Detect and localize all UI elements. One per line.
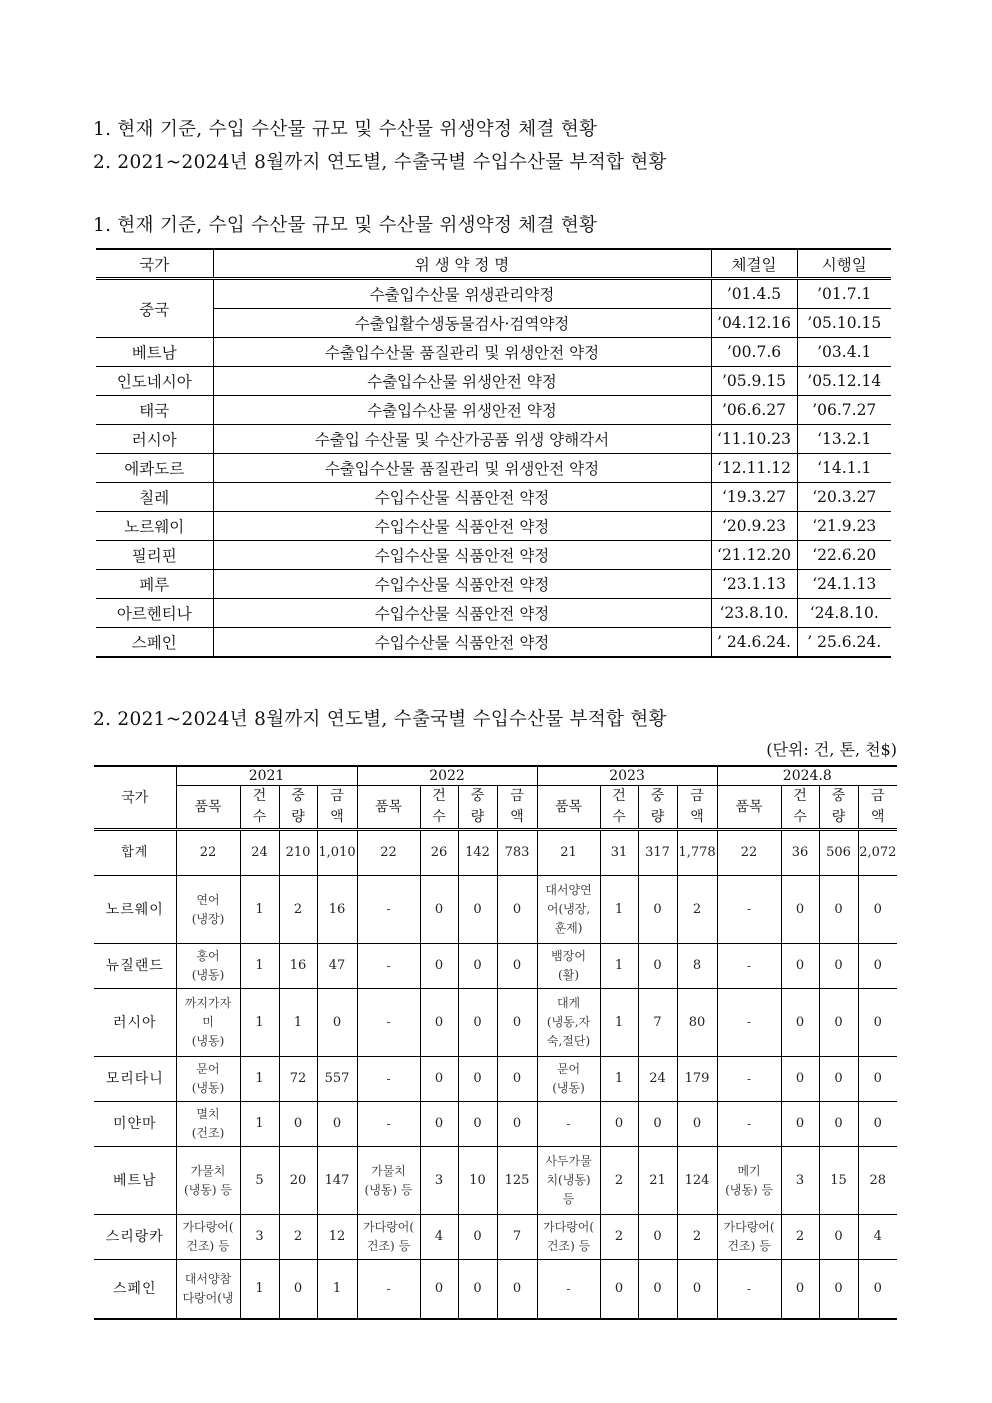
amount-cell: 8 <box>677 944 717 989</box>
signed-date-cell: ‘20.9.23 <box>711 512 797 541</box>
cases-cell: 1 <box>240 944 279 989</box>
agreement-name-header: 위 생 약 정 명 <box>213 249 711 279</box>
cases-cell: 1 <box>240 1260 279 1320</box>
country-cell: 인도네시아 <box>96 367 213 396</box>
cases-cell: 3 <box>240 1215 279 1260</box>
country-cell: 태국 <box>96 396 213 425</box>
item-cell: - <box>357 876 420 944</box>
item-cell: - <box>357 1057 420 1102</box>
country-cell: 뉴질랜드 <box>94 944 176 989</box>
amount-cell: 0 <box>858 989 897 1057</box>
effective-date-header: 시행일 <box>797 249 891 279</box>
cases-cell: 1 <box>600 989 638 1057</box>
amount-cell: 0 <box>497 1260 537 1320</box>
cases-cell: 0 <box>420 876 458 944</box>
amount-cell: 7 <box>497 1215 537 1260</box>
weight-cell: 0 <box>638 1102 677 1147</box>
agreement-name-cell: 수입수산물 식품안전 약정 <box>213 541 711 570</box>
cases-cell: 4 <box>420 1215 458 1260</box>
item-cell: 22 <box>717 830 781 876</box>
weight-cell: 0 <box>638 876 677 944</box>
country-cell: 필리핀 <box>96 541 213 570</box>
country-cell: 미얀마 <box>94 1102 176 1147</box>
amount-cell: 557 <box>317 1057 357 1102</box>
weight-cell: 24 <box>638 1057 677 1102</box>
effective-date-cell: ‘21.9.23 <box>797 512 891 541</box>
item-cell: - <box>357 989 420 1057</box>
item-cell: 멸치 (건조) <box>176 1102 240 1147</box>
cases-cell: 0 <box>420 1102 458 1147</box>
country-row <box>94 1215 897 1260</box>
country-cell: 베트남 <box>96 338 213 367</box>
item-cell: - <box>537 1102 600 1147</box>
total-row <box>94 830 897 876</box>
item-cell: - <box>357 1260 420 1320</box>
cases-cell: 1 <box>240 876 279 944</box>
item-cell: 사두가물 치(냉동) 등 <box>537 1147 600 1215</box>
item-cell: 홍어 (냉동) <box>176 944 240 989</box>
country-cell: 합계 <box>94 830 176 876</box>
cases-cell: 2 <box>781 1215 819 1260</box>
country-cell: 스페인 <box>94 1260 176 1320</box>
cases-cell: 0 <box>781 989 819 1057</box>
weight-cell: 2 <box>279 1215 317 1260</box>
weight-header: 중 량 <box>819 786 858 830</box>
cases-cell: 1 <box>600 1057 638 1102</box>
agreement-row <box>96 628 891 658</box>
year-header: 2023 <box>537 766 717 786</box>
country-cell: 러시아 <box>96 425 213 454</box>
cases-cell: 1 <box>240 1057 279 1102</box>
signed-date-cell: ’ 24.6.24. <box>711 628 797 658</box>
amount-cell: 2 <box>677 876 717 944</box>
weight-cell: 0 <box>458 989 497 1057</box>
country-row <box>94 989 897 1057</box>
country-cell: 중국 <box>96 279 213 338</box>
country-header: 국가 <box>96 249 213 279</box>
amount-cell: 28 <box>858 1147 897 1215</box>
weight-cell: 0 <box>638 1215 677 1260</box>
weight-cell: 0 <box>458 1215 497 1260</box>
agreement-name-cell: 수출입수산물 품질관리 및 위생안전 약정 <box>213 454 711 483</box>
cases-cell: 1 <box>600 876 638 944</box>
amount-cell: 0 <box>497 944 537 989</box>
cases-cell: 0 <box>781 1057 819 1102</box>
item-cell: 연어 (냉장) <box>176 876 240 944</box>
agreement-name-cell: 수출입수산물 위생안전 약정 <box>213 367 711 396</box>
signed-date-cell: ’06.6.27 <box>711 396 797 425</box>
signed-date-cell: ’05.9.15 <box>711 367 797 396</box>
agreement-row <box>96 541 891 570</box>
weight-cell: 0 <box>819 989 858 1057</box>
item-cell: 가다랑어( 건조) 등 <box>357 1215 420 1260</box>
weight-cell: 15 <box>819 1147 858 1215</box>
amount-cell: 783 <box>497 830 537 876</box>
agreement-row <box>96 570 891 599</box>
cases-cell: 36 <box>781 830 819 876</box>
amount-cell: 0 <box>677 1102 717 1147</box>
agreement-row <box>96 425 891 454</box>
item-cell: 대서양연 어(냉장, 훈제) <box>537 876 600 944</box>
cases-cell: 2 <box>600 1147 638 1215</box>
weight-cell: 0 <box>458 876 497 944</box>
signed-date-header: 체결일 <box>711 249 797 279</box>
agreement-name-cell: 수입수산물 식품안전 약정 <box>213 512 711 541</box>
agreement-row <box>96 454 891 483</box>
nonconformity-table <box>94 765 897 1320</box>
cases-cell: 0 <box>781 944 819 989</box>
amount-cell: 0 <box>497 989 537 1057</box>
agreement-row <box>96 279 891 309</box>
amount-cell: 0 <box>858 876 897 944</box>
weight-cell: 0 <box>819 1215 858 1260</box>
amount-cell: 80 <box>677 989 717 1057</box>
signed-date-cell: ‘19.3.27 <box>711 483 797 512</box>
effective-date-cell: ’01.7.1 <box>797 279 891 309</box>
agreement-row <box>96 512 891 541</box>
agreement-name-cell: 수출입 수산물 및 수산가공품 위생 양해각서 <box>213 425 711 454</box>
signed-date-cell: ’04.12.16 <box>711 309 797 338</box>
agreement-name-cell: 수입수산물 식품안전 약정 <box>213 599 711 628</box>
item-header: 품목 <box>357 786 420 830</box>
country-cell: 스리랑카 <box>94 1215 176 1260</box>
weight-cell: 0 <box>819 944 858 989</box>
amount-cell: 2,072 <box>858 830 897 876</box>
item-cell: - <box>357 944 420 989</box>
signed-date-cell: ‘23.1.13 <box>711 570 797 599</box>
amount-cell: 1,778 <box>677 830 717 876</box>
item-header: 품목 <box>537 786 600 830</box>
agreements-table <box>96 248 891 658</box>
cases-cell: 5 <box>240 1147 279 1215</box>
weight-cell: 7 <box>638 989 677 1057</box>
item-cell: 문어 (냉동) <box>537 1057 600 1102</box>
agreement-name-cell: 수출입수산물 위생관리약정 <box>213 279 711 309</box>
summary-heading-2: 2. 2021~2024년 8월까지 연도별, 수출국별 수입수산물 부적합 현황 <box>93 152 667 173</box>
amount-cell: 0 <box>858 1102 897 1147</box>
weight-cell: 0 <box>458 1102 497 1147</box>
item-cell: 가물치 (냉동) 등 <box>357 1147 420 1215</box>
cases-header: 건 수 <box>240 786 279 830</box>
item-cell: 가다랑어( 건조) 등 <box>176 1215 240 1260</box>
effective-date-cell: ’ 25.6.24. <box>797 628 891 658</box>
amount-cell: 0 <box>317 1102 357 1147</box>
weight-cell: 210 <box>279 830 317 876</box>
amount-cell: 0 <box>858 1057 897 1102</box>
amount-cell: 147 <box>317 1147 357 1215</box>
country-cell: 노르웨이 <box>94 876 176 944</box>
item-header: 품목 <box>717 786 781 830</box>
weight-cell: 0 <box>819 1102 858 1147</box>
cases-header: 건 수 <box>600 786 638 830</box>
amount-cell: 0 <box>497 1102 537 1147</box>
country-row <box>94 1102 897 1147</box>
effective-date-cell: ‘22.6.20 <box>797 541 891 570</box>
agreement-row <box>96 338 891 367</box>
cases-cell: 26 <box>420 830 458 876</box>
item-header: 품목 <box>176 786 240 830</box>
cases-cell: 1 <box>600 944 638 989</box>
agreement-name-cell: 수출입활수생동물검사·검역약정 <box>213 309 711 338</box>
cases-cell: 0 <box>420 1260 458 1320</box>
section-heading-nonconformity: 2. 2021~2024년 8월까지 연도별, 수출국별 수입수산물 부적합 현황 <box>93 709 667 730</box>
weight-cell: 0 <box>458 1057 497 1102</box>
effective-date-cell: ’05.10.15 <box>797 309 891 338</box>
weight-cell: 0 <box>819 876 858 944</box>
weight-cell: 142 <box>458 830 497 876</box>
item-cell: 가다랑어( 건조) 등 <box>537 1215 600 1260</box>
agreement-name-cell: 수출입수산물 품질관리 및 위생안전 약정 <box>213 338 711 367</box>
signed-date-cell: ’00.7.6 <box>711 338 797 367</box>
agreements-header-row <box>96 249 891 279</box>
amount-cell: 12 <box>317 1215 357 1260</box>
agreement-row <box>96 599 891 628</box>
amount-cell: 0 <box>858 1260 897 1320</box>
weight-cell: 0 <box>279 1102 317 1147</box>
country-cell: 페루 <box>96 570 213 599</box>
amount-cell: 125 <box>497 1147 537 1215</box>
cases-header: 건 수 <box>420 786 458 830</box>
amount-cell: 0 <box>317 989 357 1057</box>
country-cell: 스페인 <box>96 628 213 658</box>
weight-cell: 21 <box>638 1147 677 1215</box>
cases-cell: 0 <box>420 1057 458 1102</box>
weight-cell: 506 <box>819 830 858 876</box>
agreement-name-cell: 수출입수산물 위생안전 약정 <box>213 396 711 425</box>
weight-cell: 0 <box>458 1260 497 1320</box>
country-row <box>94 876 897 944</box>
signed-date-cell: ’01.4.5 <box>711 279 797 309</box>
amount-header: 금 액 <box>858 786 897 830</box>
amount-cell: 1,010 <box>317 830 357 876</box>
weight-cell: 0 <box>279 1260 317 1320</box>
country-cell: 에콰도르 <box>96 454 213 483</box>
amount-cell: 4 <box>858 1215 897 1260</box>
country-cell: 칠레 <box>96 483 213 512</box>
agreement-name-cell: 수입수산물 식품안전 약정 <box>213 570 711 599</box>
item-cell: - <box>717 1102 781 1147</box>
country-header: 국가 <box>94 766 176 830</box>
weight-cell: 20 <box>279 1147 317 1215</box>
country-cell: 아르헨티나 <box>96 599 213 628</box>
item-cell: - <box>717 1057 781 1102</box>
cases-cell: 1 <box>240 989 279 1057</box>
agreement-name-cell: 수입수산물 식품안전 약정 <box>213 483 711 512</box>
cases-cell: 1 <box>240 1102 279 1147</box>
weight-header: 중 량 <box>458 786 497 830</box>
item-cell: 22 <box>357 830 420 876</box>
item-cell: - <box>717 989 781 1057</box>
effective-date-cell: ’05.12.14 <box>797 367 891 396</box>
amount-cell: 179 <box>677 1057 717 1102</box>
agreement-row <box>96 483 891 512</box>
weight-cell: 0 <box>819 1057 858 1102</box>
item-cell: 21 <box>537 830 600 876</box>
country-row <box>94 1260 897 1320</box>
amount-cell: 47 <box>317 944 357 989</box>
weight-header: 중 량 <box>279 786 317 830</box>
signed-date-cell: ‘21.12.20 <box>711 541 797 570</box>
item-cell: 메기 (냉동) 등 <box>717 1147 781 1215</box>
cases-cell: 31 <box>600 830 638 876</box>
agreement-row <box>96 367 891 396</box>
cases-cell: 3 <box>781 1147 819 1215</box>
cases-cell: 0 <box>781 876 819 944</box>
amount-cell: 0 <box>858 944 897 989</box>
effective-date-cell: ‘24.1.13 <box>797 570 891 599</box>
item-cell: 대게 (냉동,자 숙,절단) <box>537 989 600 1057</box>
effective-date-cell: ’06.7.27 <box>797 396 891 425</box>
cases-cell: 2 <box>600 1215 638 1260</box>
weight-cell: 1 <box>279 989 317 1057</box>
item-cell: 뱀장어 (활) <box>537 944 600 989</box>
item-cell: - <box>717 876 781 944</box>
weight-cell: 2 <box>279 876 317 944</box>
amount-header: 금 액 <box>317 786 357 830</box>
agreement-row <box>96 396 891 425</box>
year-header: 2021 <box>176 766 357 786</box>
weight-cell: 0 <box>458 944 497 989</box>
country-row <box>94 1057 897 1102</box>
cases-cell: 0 <box>600 1260 638 1320</box>
amount-cell: 0 <box>497 1057 537 1102</box>
sub-header-row <box>94 786 897 830</box>
amount-header: 금 액 <box>497 786 537 830</box>
effective-date-cell: ‘24.8.10. <box>797 599 891 628</box>
year-header: 2024.8 <box>717 766 897 786</box>
signed-date-cell: ‘12.11.12 <box>711 454 797 483</box>
effective-date-cell: ’03.4.1 <box>797 338 891 367</box>
unit-label: (단위: 건, 톤, 천$) <box>766 740 897 759</box>
summary-heading-1: 1. 현재 기준, 수입 수산물 규모 및 수산물 위생약정 체결 현황 <box>93 119 598 140</box>
amount-cell: 0 <box>677 1260 717 1320</box>
year-header-row <box>94 766 897 786</box>
cases-cell: 3 <box>420 1147 458 1215</box>
weight-cell: 10 <box>458 1147 497 1215</box>
effective-date-cell: ‘14.1.1 <box>797 454 891 483</box>
weight-cell: 0 <box>638 944 677 989</box>
signed-date-cell: ‘11.10.23 <box>711 425 797 454</box>
item-cell: - <box>357 1102 420 1147</box>
country-row <box>94 1147 897 1215</box>
agreement-name-cell: 수입수산물 식품안전 약정 <box>213 628 711 658</box>
cases-cell: 0 <box>781 1102 819 1147</box>
item-cell: 대서양참 다랑어(냉 <box>176 1260 240 1320</box>
item-cell: 22 <box>176 830 240 876</box>
signed-date-cell: ‘23.8.10. <box>711 599 797 628</box>
item-cell: 까지가자 미 (냉동) <box>176 989 240 1057</box>
agreement-row <box>96 309 891 338</box>
weight-cell: 72 <box>279 1057 317 1102</box>
cases-cell: 24 <box>240 830 279 876</box>
section-heading-agreements: 1. 현재 기준, 수입 수산물 규모 및 수산물 위생약정 체결 현황 <box>93 215 598 236</box>
item-cell: 가다랑어( 건조) 등 <box>717 1215 781 1260</box>
weight-cell: 317 <box>638 830 677 876</box>
cases-cell: 0 <box>600 1102 638 1147</box>
country-cell: 노르웨이 <box>96 512 213 541</box>
cases-cell: 0 <box>420 944 458 989</box>
country-row <box>94 944 897 989</box>
effective-date-cell: ‘13.2.1 <box>797 425 891 454</box>
weight-cell: 0 <box>638 1260 677 1320</box>
amount-cell: 16 <box>317 876 357 944</box>
weight-cell: 16 <box>279 944 317 989</box>
cases-header: 건 수 <box>781 786 819 830</box>
effective-date-cell: ‘20.3.27 <box>797 483 891 512</box>
amount-header: 금 액 <box>677 786 717 830</box>
item-cell: - <box>537 1260 600 1320</box>
country-cell: 러시아 <box>94 989 176 1057</box>
amount-cell: 124 <box>677 1147 717 1215</box>
country-cell: 모리타니 <box>94 1057 176 1102</box>
year-header: 2022 <box>357 766 537 786</box>
item-cell: 가물치 (냉동) 등 <box>176 1147 240 1215</box>
amount-cell: 2 <box>677 1215 717 1260</box>
weight-header: 중 량 <box>638 786 677 830</box>
item-cell: 문어 (냉동) <box>176 1057 240 1102</box>
cases-cell: 0 <box>781 1260 819 1320</box>
cases-cell: 0 <box>420 989 458 1057</box>
item-cell: - <box>717 1260 781 1320</box>
amount-cell: 0 <box>497 876 537 944</box>
weight-cell: 0 <box>819 1260 858 1320</box>
amount-cell: 1 <box>317 1260 357 1320</box>
country-cell: 베트남 <box>94 1147 176 1215</box>
item-cell: - <box>717 944 781 989</box>
